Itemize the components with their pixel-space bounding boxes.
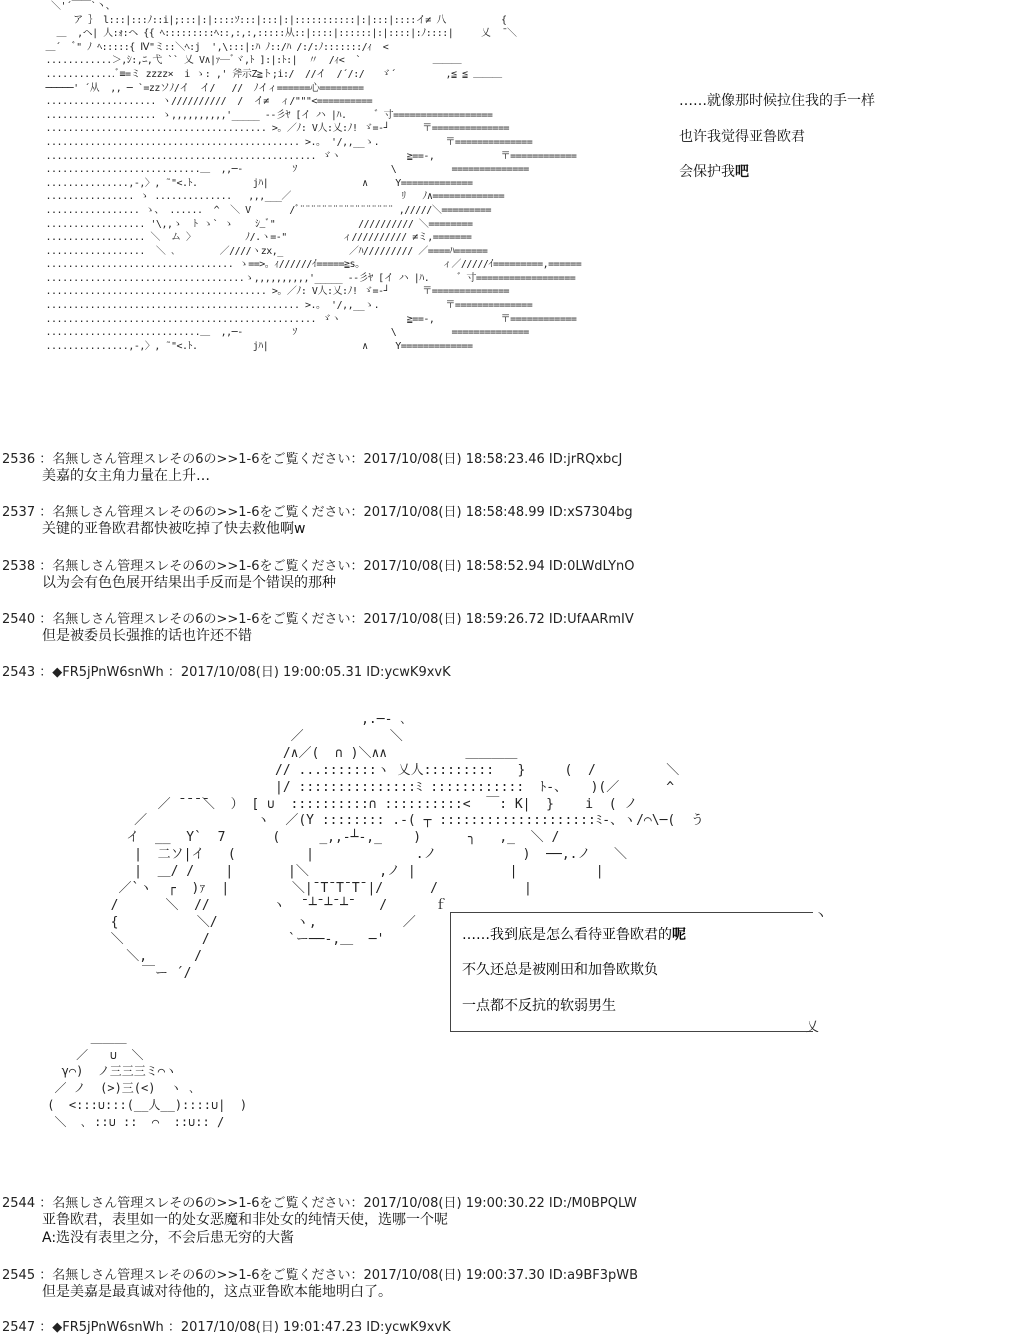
post-header-2545: 2545 ：名無しさん管理スレその6の>>1-6をご覧ください：2017/10/08(日) 19:00:37.30 ID:a9BF3pWB bbox=[2, 1268, 639, 1283]
narration-line-2: 也许我觉得亚鲁欧君 bbox=[679, 129, 805, 145]
post-header-2538: 2538 ：名無しさん管理スレその6の>>1-6をご覧ください：2017/10/08(日) 18:58:52.94 ID:0LWdLYnO bbox=[2, 559, 635, 574]
ascii-art-heroine-scene: ,.─‐ ､ ／ ＼ /∧／( ∩ )＼∧∧ ＿＿＿＿ // ...:::::::ヽ 乂人::::::::: } ( / ＼ |/ :::::::::::::::ﾐ :::::::::::: ﾄ-、 )(／ ^ ／ ̄ ̄ ̄ ̄＼ ） [ ∪ ::::::::::∩ ::::::::::< ￣: K| } i ( ノ ／ ヽ ／(Y :::::::: .-( ┬ ::::::::::::::::::::ﾐ-、ヽ/⌒\─( う イ __ Y` 7 ( _,,-┴-,_ ) ╮ ,_ ＼ / | 二ソ|イ ( | .ノ ) ──,.ノ ＼ | ＿/ / | |＼ ,ノ | | | ／`ヽ ┌ )ｧ | ＼|¯T¯T¯T¯|/ / | / ＼ // ヽ ¯┴¯┴¯┴¯ / ｆ { ＼/ ヽ, ／ ＼ / `ー──-,＿ ─' ＼, / ￣ー ´/ bbox=[110, 712, 704, 981]
narration-line-3-text: 会保护我 bbox=[679, 164, 735, 180]
post-header-2540: 2540 ：名無しさん管理スレその6の>>1-6をご覧ください：2017/10/08(日) 18:59:26.72 ID:UfAARmIV bbox=[2, 612, 634, 627]
post-header-2537: 2537 ：名無しさん管理スレその6の>>1-6をご覧ください：2017/10/08(日) 18:58:48.99 ID:xS7304bg bbox=[2, 505, 633, 520]
post-body-2536: 美嘉的女主角力量在上升… bbox=[42, 468, 210, 484]
post-header-2544: 2544 ：名無しさん管理スレその6の>>1-6をご覧ください：2017/10/08(日) 19:00:30.22 ID:/M0BPQLW bbox=[2, 1196, 637, 1211]
ascii-art-top-scene: ＼'´￣￣`丶、 ア ｝ l:::|:::ﾉ::i|;:::|:|::::ｿ:::|:::|:|:::::::::::|:|:::|::::イ≠ 八 { ＿ ,ヘ| 人:ｫ:ヘ {{ ﾍ:::::::::ﾍ::,:,:,:::::从::|::::|::::::|:|::::|:ﾉ::::| 乂 ̄ ＼ ＿´ ﾞ" ﾉ ﾍ:::::{ Ⅳ"ミ::＼ﾍ:j ',\:::|:ﾊ ﾉ::/ﾊ /:/:ﾉ:::::::/ｨ < ............＞,ｼ:,ﾆ,弋 `` 乂 V∧|ｧ─ﾞヾ,ﾄ ]:|:ﾄ:| 〃 /ｨ< ` ＿＿＿ .............ﾞ≡=ミ zzzz× i ゝ: ,' 斧示Z≧ト;i:/ //イ /´/:/ ゞ´ ,≦ ≦ ＿＿＿ ─────' ´从 ,, ─ `=zzソﾉ/イ イ/ // ﾉイィ======心======== .................... ヽ////////// / イ≠ ィ/"""<========== .................... ゝ,,,,,,,,,,'_____ --彡ﾔ [イ ハ |ﾊ. ゛寸================== ........................................ >。／ﾉ: V人:乂:ﾉ! ゞ=-┘ 〒============== .............................................. >.。 '/,,__ゝ. 〒============== ................................................. ゞヽ ≧==-, 〒============ ............................＿ ,,─‐ ｿ \ ============== ...............,-,〉, ˜"<.ﾄ. jﾊ| ∧ Y============= ................ ゝ .............. ,,,___／ ﾘ ﾉ∧============= ................. ゝ、 ...... ^ ＼ V /ﾞ¨¨¨¨¨¨¨¨¨¨¨¨¨¨¨¨¨ ,/////＼========= .................. '\,,ゝ ﾄ ゝ` ゝ ｼ_ﾞ" ////////// ＼======== .................. ＼ ム 〉 ﾉ/.ヽ=-" ィ////////// ≠ミ,======= .................. ＼ ､ ／////ヽzx,_ ／ﾊ///////// ／====ﾊ====== .................................. ゝ==>。ｨ//////ｲ=====≧s。 ィ／/////ｲ=========,====== ....................................ゝ,,,,,,,,,,'_____ --彡ﾔ [イ ハ |ﾊ. ゛寸================== ........................................ >。／ﾉ: V人:乂:ﾉ! ゞ=-┘ 〒============== .............................................. >.。 '/,,__ゝ. 〒============== ................................................. ゞヽ ≧==-, 〒============ ............................＿ ,,─‐ ｿ \ ============== ...............,-,〉, ˜"<.ﾄ. jﾊ| ∧ Y============= bbox=[45, 1, 582, 352]
post-header-2547: 2547 ：◆FR5jPnW6snWh ：2017/10/08(日) 19:01:47.23 ID:ycwK9xvK bbox=[2, 1320, 451, 1335]
narration-line-3-emphasis: 吧 bbox=[735, 164, 749, 180]
bubble-line-3: 一点都不反抗的软弱男生 bbox=[462, 998, 616, 1014]
bubble-line-2: 不久还总是被刚田和加鲁欧欺负 bbox=[462, 962, 658, 978]
post-body-2544-line-2: A:选没有表里之分，不会后患无穷的大酱 bbox=[42, 1230, 295, 1246]
post-body-2540: 但是被委员长强推的话也许还不错 bbox=[42, 628, 252, 644]
post-body-2544: 亚鲁欧君，表里如一的处女恶魔和非处女的纯情天使，选哪一个呢 bbox=[42, 1212, 448, 1228]
post-body-2545: 但是美嘉是最真诚对待他的，这点亚鲁欧本能地明白了。 bbox=[42, 1284, 392, 1300]
bubble-line-1-text: ……我到底是怎么看待亚鲁欧君的 bbox=[462, 927, 672, 943]
post-body-2537: 关键的亚鲁欧君都快被吃掉了快去救他啊w bbox=[42, 521, 306, 537]
narration-line-1: ……就像那时候拉住我的手一样 bbox=[679, 93, 875, 109]
speech-bubble-tail-top: 丶 bbox=[814, 909, 828, 924]
bubble-line-1-emphasis: 呢 bbox=[672, 927, 686, 943]
bubble-line-1 bbox=[462, 925, 686, 945]
narration-line-3 bbox=[679, 162, 749, 182]
speech-bubble-tail-bottom: 乂 bbox=[806, 1020, 820, 1035]
post-header-2536: 2536 ：名無しさん管理スレその6の>>1-6をご覧ください：2017/10/08(日) 18:58:23.46 ID:jrRQxbcJ bbox=[2, 452, 623, 467]
post-header-2543: 2543 ：◆FR5jPnW6snWh ：2017/10/08(日) 19:00:05.31 ID:ycwK9xvK bbox=[2, 665, 451, 680]
post-body-2538: 以为会有色色展开结果出手反而是个错误的那种 bbox=[42, 575, 336, 591]
ascii-art-yaruo: ＿＿＿ ／ ∪ ＼ γ⌒) ノ三三三ミ⌒ヽ ／ ノ (>)三(<) ヽ ､ ( <:::∪:::(__人__)::::∪| ) ＼ ､ ::∪ :: ⌒ ::∪:: / bbox=[47, 1031, 248, 1129]
